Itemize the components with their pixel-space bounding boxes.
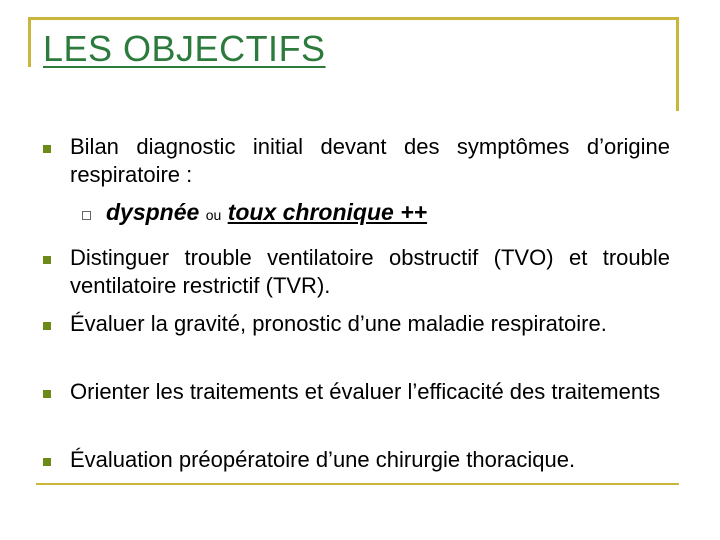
bullet-item: Évaluer la gravité, pronostic d’une maladie respiratoire.	[70, 311, 607, 336]
bullet-square-icon	[43, 256, 51, 264]
sub-bullet-connector: ou	[205, 207, 222, 223]
sub-bullet-item	[106, 199, 427, 226]
bullet-square-icon	[43, 458, 51, 466]
bullet-item: Évaluation préopératoire d’une chirurgie thoracique.	[70, 447, 576, 472]
sub-bullet-word1: dyspnée	[106, 199, 200, 225]
bullet-item: Bilan diagnostic initial devant des symptômes d’origine respiratoire :	[70, 134, 670, 187]
slide-title: LES OBJECTIFS	[43, 28, 326, 69]
frame-left-line	[28, 17, 31, 67]
bullet-square-icon	[43, 390, 51, 398]
bullet-item: Distinguer trouble ventilatoire obstructif (TVO) et trouble ventilatoire restrictif (TVR).	[70, 245, 670, 298]
bullet-item: Orienter les traitements et évaluer l’efficacité des traitements	[70, 379, 661, 404]
frame-bottom-line	[36, 483, 679, 485]
bullet-square-icon	[43, 322, 51, 330]
sub-bullet-square-icon	[82, 211, 91, 220]
frame-right-line	[676, 17, 679, 111]
bullet-square-icon	[43, 145, 51, 153]
frame-top-line	[28, 17, 678, 20]
sub-bullet-word2: toux chronique ++	[227, 199, 428, 225]
